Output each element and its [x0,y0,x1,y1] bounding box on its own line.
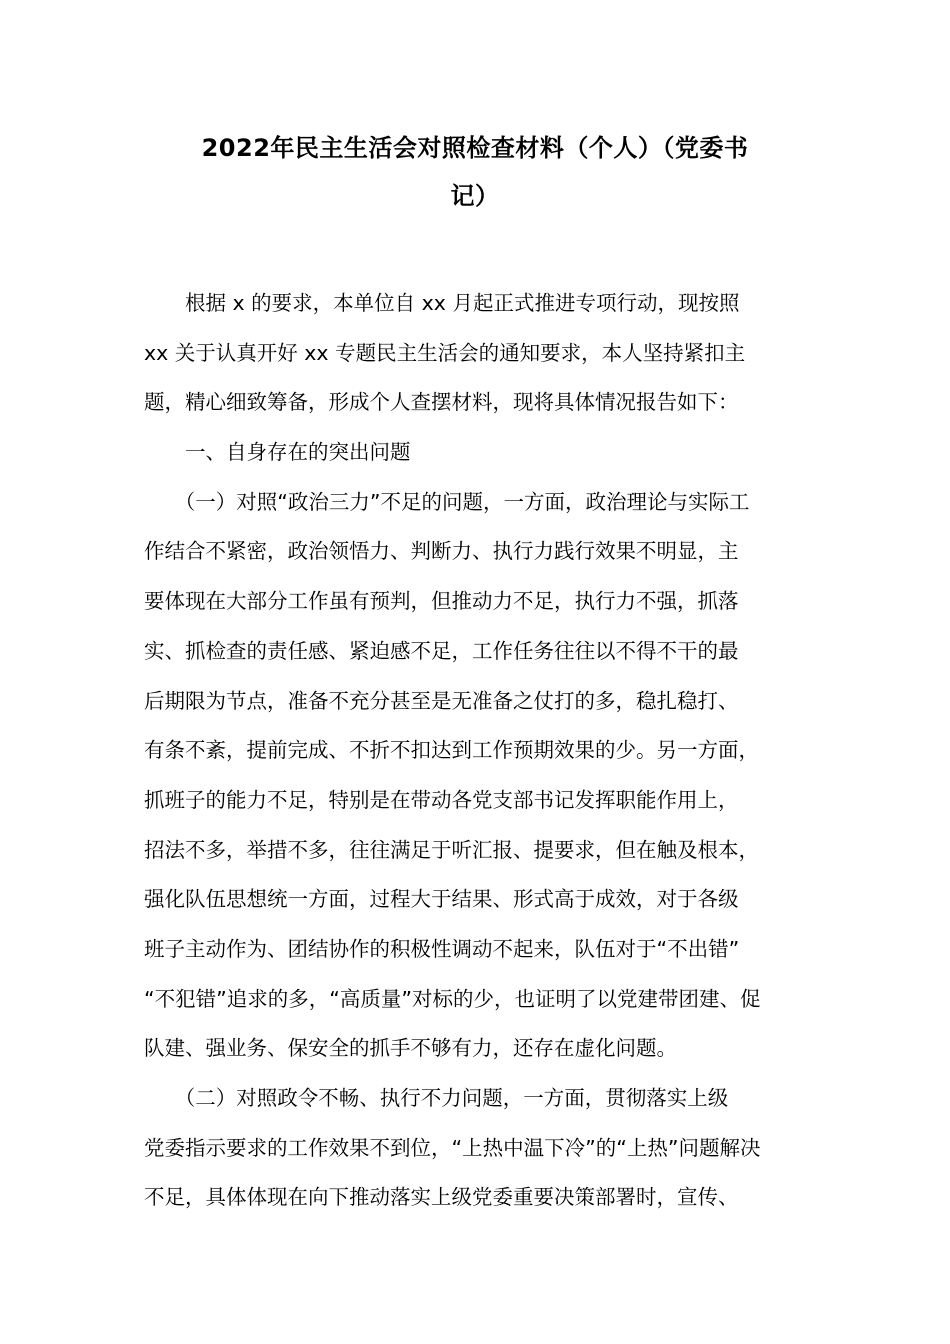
paragraph-line: 不足，具体体现在向下推动落实上级党委重要决策部署时，宣传、 [144,1185,739,1210]
paragraph-line: 强化队伍思想统一方面，过程大于结果、形式高于成效，对于各级 [144,887,739,912]
section-heading: 一、自身存在的突出问题 [144,440,411,465]
title-line-2: 记） [450,182,500,210]
document-body [144,279,834,1223]
paragraph-line: （一）对照“政治三力”不足的问题，一方面，政治理论与实际工 [144,489,750,514]
paragraph-line: 要体现在大部分工作虽有预判，但推动力不足，执行力不强，抓落 [144,589,739,614]
paragraph-line: 后期限为节点，准备不充分甚至是无准备之仗打的多，稳扎稳打、 [144,688,739,713]
paragraph-line: 班子主动作为、团结协作的积极性调动不起来，队伍对于“不出错” [144,936,740,961]
title-line-1: 2022年民主生活会对照检查材料（个人）（党委书 [201,134,749,162]
paragraph-line: “不犯错”追求的多，“高质量”对标的少，也证明了以党建带团建、促 [144,986,761,1011]
paragraph-line: 题，精心细致筹备，形成个人查摆材料，现将具体情况报告如下： [144,390,739,415]
paragraph-line: 党委指示要求的工作效果不到位，“上热中温下冷”的“上热”问题解决 [144,1135,761,1160]
paragraph-line: 作结合不紧密，政治领悟力、判断力、执行力践行效果不明显，主 [144,539,739,564]
paragraph-line: xx 关于认真开好 xx 专题民主生活会的通知要求，本人坚持紧扣主 [144,340,746,365]
paragraph-line: 有条不紊，提前完成、不折不扣达到工作预期效果的少。另一方面， [144,738,759,763]
paragraph-line: （二）对照政令不畅、执行不力问题，一方面，贯彻落实上级 [144,1086,729,1110]
paragraph-line: 队建、强业务、保安全的抓手不够有力，还存在虚化问题。 [144,1036,677,1061]
paragraph-line: 抓班子的能力不足，特别是在带动各党支部书记发挥职能作用上， [144,787,739,812]
paragraph-line: 招法不多，举措不多，往往满足于听汇报、提要求，但在触及根本， [144,837,759,862]
paragraph-line: 实、抓检查的责任感、紧迫感不足，工作任务往往以不得不干的最 [144,638,739,663]
paragraph-line: 根据 x 的要求，本单位自 xx 月起正式推进专项行动，现按照 [144,291,740,315]
document-title [150,124,800,220]
